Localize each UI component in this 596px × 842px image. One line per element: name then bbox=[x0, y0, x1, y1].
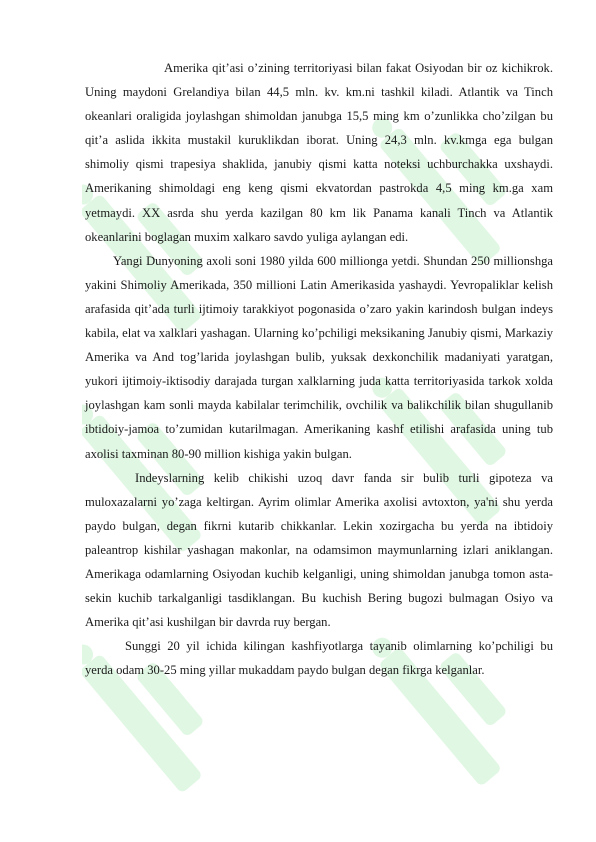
paragraph-4: Sunggi 20 yil ichida kilingan kashfiyotlarga tayanib olimlarning ko’pchiligi bu yerda odam 30-25 ming yillar mukaddam paydo bulgan degan fikrga kelganlar. bbox=[85, 639, 553, 678]
paragraph-1: Amerika qit’asi o’zining territoriyasi bilan fakat Osiyodan bir oz kichikrok. Uning maydoni Grelandiya bilan 44,5 mln. kv. km.ni tashkil kiladi. Atlantik va Tinch okeanlari oraligida joylashgan shimoldan janubga 15,5 ming km o’zunlikka cho’zilgan bu qit’a aslida ikkita mustakil kuruklikdan iborat. Uning 24,3 mln. kv.kmga ega bulgan shimoliy qismi trapesiya shaklida, janubiy qismi katta noteksi uchburchakka uxshaydi. Amerikaning shimoldagi eng keng qismi ekvatordan pastrokda 4,5 ming km.ga xam yetmaydi. XX asrda shu yerda kazilgan 80 km lik Panama kanali Tinch va Atlantik okeanlarini boglagan muxim xalkaro savdo yuliga aylangan edi. bbox=[85, 61, 553, 244]
paragraph-3: Indeyslarning kelib chikishi uzoq davr fanda sir bulib turli gipoteza va muloxazalarni yo’zaga keltirgan. Ayrim olimlar Amerika axolisi avtoxton, ya'ni shu yerda paydo bulgan, degan fikrni kutarib chikkanlar. Lekin xozirgacha bu yerda na ibtidoiy paleantrop kishilar yashagan makonlar, na odamsimon maymunlarning izlari aniklangan. Amerikaga odamlarning Osiyodan kuchib kelganligi, uning shimoldan janubga tomon asta-sekin kuchib tarkalganligi tasdiklangan. Bu kuchish Bering bugozi bulmagan Osiyo va Amerika qit’asi kushilgan bir davrda ruy bergan. bbox=[85, 470, 553, 630]
paragraph-2: Yangi Dunyoning axoli soni 1980 yilda 600 millionga yetdi. Shundan 250 millionshga yakini Shimoliy Amerikada, 350 millioni Latin Amerikasida yashaydi. Yevropaliklar kelish arafasida qit’ada turli ijtimoiy tarakkiyot pogonasida o’zaro yakin karindosh bulgan indeys kabila, elat va xalklari yashagan. Ularning ko’pchiligi meksikaning Janubiy qismi, Markaziy Amerika va And tog’larida joylashgan bulib, yuksak dexkonchilik madaniyati yaratgan, yukori ijtimoiy-iktisodiy darajada turgan xalklarning juda katta territoriyasida tarkok xolda joylashgan kam sonli mayda kabilalar terimchilik, ovchilik va balikchilik bilan shugullanib ibtidoiy-jamoa to’zumidan kutarilmagan. Amerikaning kashf etilishi arafasida uning tub axolisi taxminan 80-90 million kishiga yakin bulgan. bbox=[85, 253, 553, 461]
document-body bbox=[85, 56, 553, 682]
